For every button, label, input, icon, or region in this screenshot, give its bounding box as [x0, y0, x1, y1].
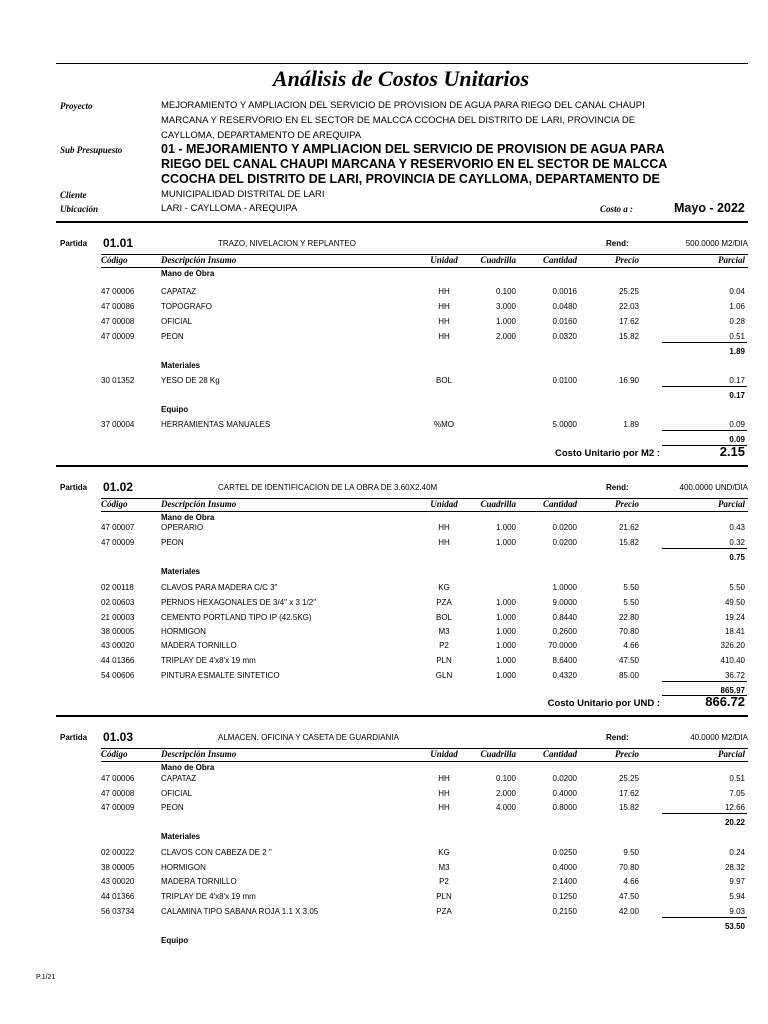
cell-prec: 5.50: [623, 598, 639, 607]
column-descripcion: Descripción Insumo: [161, 499, 237, 509]
cliente-text: MUNICIPALIDAD DISTRITAL DE LARI: [161, 189, 325, 200]
cell-desc: TOPOGRAFO: [161, 302, 212, 311]
cell-cant: 0.2600: [552, 627, 577, 636]
cell-cuad: 3.000: [495, 302, 516, 311]
column-precio: Precio: [615, 499, 639, 509]
costo-unitario-value: 866.72: [705, 694, 745, 709]
rend-label: Rend:: [606, 239, 629, 248]
table-row: [0, 332, 768, 347]
column-header-top-rule: [101, 498, 748, 499]
cell-cod: 47 00009: [101, 332, 135, 341]
costo-unitario-label: Costo Unitario por UND :: [547, 698, 660, 709]
cell-prec: 25.25: [618, 287, 639, 296]
cell-prec: 15.82: [618, 803, 639, 812]
subtotal-materiales: 865.97: [720, 686, 745, 695]
cell-und: HH: [438, 538, 450, 547]
cell-cuad: 4.000: [495, 803, 516, 812]
cell-desc: PEON: [161, 538, 184, 547]
cell-desc: PEON: [161, 803, 184, 812]
cell-cod: 38 00005: [101, 863, 135, 872]
cell-und: HH: [438, 287, 450, 296]
cell-und: HH: [438, 302, 450, 311]
cell-prec: 16.90: [618, 376, 639, 385]
column-codigo: Código: [101, 255, 128, 265]
cell-und: P2: [439, 641, 449, 650]
table-row: [0, 287, 768, 302]
costo-unitario-label: Costo Unitario por M2 :: [554, 448, 660, 459]
partida-rule: [56, 715, 748, 717]
table-row: [0, 774, 768, 789]
cell-und: M3: [438, 863, 450, 872]
table-row: [0, 538, 768, 553]
column-header-row: [0, 255, 768, 267]
group-materiales: Materiales: [161, 832, 201, 841]
cell-cuad: 1.000: [495, 523, 516, 532]
cell-cod: 02 00118: [101, 583, 134, 592]
cell-cuad: 0.100: [495, 774, 516, 783]
cell-parc: 0.43: [729, 523, 745, 532]
cell-cant: 0.1250: [552, 892, 577, 901]
column-cuadrilla: Cuadrilla: [480, 749, 516, 759]
proyecto-text: MEJORAMIENTO Y AMPLIACION DEL SERVICIO DE PROVISION DE AGUA PARA RIEGO DEL CANAL CHAUPI MARCANA Y RESERVORIO EN EL SECTOR DE MALCCA CCOCHA DEL DISTRITO DE LARI, PROVINCIA DE CAYLLOMA, DEPARTAMENTO DE AREQUIPA: [161, 100, 645, 141]
cell-und: HH: [438, 774, 450, 783]
cell-cant: 8.6400: [552, 656, 577, 665]
column-cuadrilla: Cuadrilla: [480, 499, 516, 509]
table-row: [0, 671, 768, 686]
partida-rule: [56, 465, 748, 467]
column-codigo: Código: [101, 749, 128, 759]
cell-prec: 17.62: [618, 317, 639, 326]
cell-parc: 12.66: [724, 803, 745, 812]
cell-desc: PERNOS HEXAGONALES DE 3/4" x 3 1/2": [161, 598, 317, 607]
cell-parc: 7.05: [729, 789, 745, 798]
column-header-bottom-rule: [101, 511, 748, 512]
cell-cod: 02 00022: [101, 848, 135, 857]
rend-value: 40.0000 M2/DIA: [690, 733, 748, 742]
cell-cuad: 1.000: [495, 538, 516, 547]
cell-desc: PEON: [161, 332, 184, 341]
cell-prec: 15.82: [618, 332, 639, 341]
cell-cant: 0.4000: [552, 789, 577, 798]
cell-cod: 30 01352: [101, 376, 135, 385]
cell-cod: 44 01366: [101, 892, 135, 901]
cell-desc: CEMENTO PORTLAND TIPO IP (42.5KG): [161, 613, 312, 622]
cell-und: HH: [438, 523, 450, 532]
subtotal-mano-de-obra: 1.89: [729, 347, 745, 356]
column-header-row: [0, 749, 768, 761]
table-row: [0, 317, 768, 332]
column-cantidad: Cantidad: [542, 499, 577, 509]
table-row: [0, 598, 768, 613]
subtotal-rule: [662, 813, 747, 814]
cell-cant: 9.0000: [552, 598, 577, 607]
ubicacion-text: LARI - CAYLLOMA - AREQUIPA: [161, 203, 298, 214]
cell-parc: 326.20: [720, 641, 745, 650]
cell-cod: 47 00008: [101, 789, 135, 798]
cell-cant: 0.0480: [552, 302, 577, 311]
cell-parc: 9.97: [729, 877, 745, 886]
cell-cant: 0.0100: [552, 376, 577, 385]
cell-cuad: 1.000: [495, 598, 516, 607]
subtotal-mano-de-obra: 20.22: [724, 818, 745, 827]
cell-desc: CLAVOS PARA MADERA C/C 3": [161, 583, 278, 592]
cell-und: HH: [438, 332, 450, 341]
cell-cant: 0.8000: [552, 803, 577, 812]
table-row: [0, 789, 768, 804]
cell-und: GLN: [435, 671, 453, 680]
cell-und: HH: [438, 317, 450, 326]
cell-cod: 37 00004: [101, 420, 135, 429]
subtotal-rule: [662, 681, 747, 682]
column-precio: Precio: [615, 749, 639, 759]
cell-cant: 0.2150: [552, 907, 577, 916]
cell-cant: 0.0200: [552, 538, 577, 547]
cell-und: PLN: [436, 892, 452, 901]
table-row: [0, 907, 768, 922]
rend-value: 500.0000 M2/DIA: [685, 239, 748, 248]
table-row: [0, 863, 768, 878]
partida-code: 01.02: [103, 480, 134, 494]
table-row: [0, 892, 768, 907]
cell-parc: 0.32: [729, 538, 745, 547]
column-cantidad: Cantidad: [542, 749, 577, 759]
cell-parc: 5.50: [729, 583, 745, 592]
cell-cod: 43 00020: [101, 641, 135, 650]
partida-description: CARTEL DE IDENTIFICACION DE LA OBRA DE 3.60X2.40M: [218, 483, 438, 492]
cell-prec: 25.25: [618, 774, 639, 783]
cell-parc: 49.50: [724, 598, 745, 607]
table-row: [0, 656, 768, 671]
cell-prec: 17.62: [618, 789, 639, 798]
cell-desc: CAPATAZ: [161, 287, 197, 296]
cell-cant: 1.0000: [552, 583, 577, 592]
cell-desc: HERRAMIENTAS MANUALES: [161, 420, 271, 429]
cell-parc: 0.17: [729, 376, 745, 385]
cell-cod: 47 00007: [101, 523, 135, 532]
group-equipo: Equipo: [161, 405, 189, 414]
subtotal-mano-de-obra: 0.75: [729, 553, 745, 562]
column-header-bottom-rule: [101, 267, 748, 268]
cell-und: PZA: [436, 598, 452, 607]
cell-prec: 15.82: [618, 538, 639, 547]
table-row: [0, 641, 768, 656]
group-materiales: Materiales: [161, 361, 201, 370]
partida-description: TRAZO, NIVELACION Y REPLANTEO: [218, 239, 356, 248]
cell-parc: 0.04: [729, 287, 745, 296]
cell-cuad: 1.000: [495, 656, 516, 665]
cell-cant: 0.4320: [552, 671, 577, 680]
top-rule: [56, 63, 748, 64]
column-unidad: Unidad: [430, 255, 458, 265]
cell-cuad: 1.000: [495, 627, 516, 636]
cell-desc: HORMIGON: [161, 863, 206, 872]
cell-und: PLN: [436, 656, 452, 665]
cell-und: P2: [439, 877, 449, 886]
cell-prec: 22.03: [618, 302, 639, 311]
cell-cod: 43 00020: [101, 877, 135, 886]
rend-value: 400.0000 UND/DIA: [679, 483, 748, 492]
cell-desc: OPERARIO: [161, 523, 204, 532]
cell-cant: 0.4000: [552, 863, 577, 872]
cell-parc: 0.24: [729, 848, 745, 857]
cell-desc: MADERA TORNILLO: [161, 641, 237, 650]
cell-desc: CALAMINA TIPO SABANA ROJA 1.1 X 3.05: [161, 907, 319, 916]
cell-prec: 22.80: [618, 613, 639, 622]
cell-prec: 4.66: [623, 641, 639, 650]
group-equipo: Equipo: [161, 936, 189, 945]
cell-cod: 47 00008: [101, 317, 135, 326]
costo-a-label: Costo a :: [600, 204, 634, 214]
cell-parc: 9.03: [729, 907, 745, 916]
cell-cuad: 1.000: [495, 613, 516, 622]
cell-desc: CLAVOS CON CABEZA DE 2 ": [161, 848, 272, 857]
cell-und: BOL: [435, 376, 452, 385]
rend-label: Rend:: [606, 483, 629, 492]
cell-desc: PINTURA ESMALTE SINTETICO: [161, 671, 280, 680]
partida-rule: [56, 221, 748, 223]
cell-desc: HORMIGON: [161, 627, 206, 636]
cell-parc: 0.51: [729, 332, 745, 341]
rend-label: Rend:: [606, 733, 629, 742]
ubicacion-label: Ubicación: [60, 204, 98, 214]
subtotal-rule: [662, 386, 747, 387]
column-descripcion: Descripción Insumo: [161, 255, 237, 265]
column-header-top-rule: [101, 254, 748, 255]
subtotal-rule: [662, 548, 747, 549]
costo-unitario-value: 2.15: [719, 444, 745, 459]
cell-prec: 21.62: [618, 523, 639, 532]
cell-und: KG: [438, 848, 450, 857]
subtotal-rule: [662, 917, 747, 918]
cell-cod: 47 00009: [101, 538, 135, 547]
subpresupuesto-text: 01 - MEJORAMIENTO Y AMPLIACION DEL SERVICIO DE PROVISION DE AGUA PARA RIEGO DEL CANAL CHAUPI MARCANA Y RESERVORIO EN EL SECTOR DE MALCCA CCOCHA DEL DISTRITO DE LARI, PROVINCIA DE CAYLLOMA, DEPARTAMENTO DE: [161, 142, 668, 186]
cell-parc: 1.06: [729, 302, 745, 311]
cell-parc: 5.94: [729, 892, 745, 901]
cell-und: %MO: [434, 420, 454, 429]
partida-label: Partida: [60, 483, 88, 492]
cell-cant: 0.8440: [552, 613, 577, 622]
cell-cant: 2.1400: [552, 877, 577, 886]
cell-cant: 0.0320: [552, 332, 577, 341]
cell-cuad: 1.000: [495, 317, 516, 326]
proyecto-label: Proyecto: [60, 101, 93, 111]
cell-parc: 19.24: [724, 613, 745, 622]
cell-cod: 47 00006: [101, 287, 135, 296]
subtotal-rule: [662, 342, 747, 343]
cell-cant: 0.0016: [552, 287, 577, 296]
subtotal-materiales: 53.50: [724, 922, 745, 931]
cell-parc: 0.28: [729, 317, 745, 326]
cell-cod: 02 00603: [101, 598, 135, 607]
table-row: [0, 848, 768, 863]
group-mano-de-obra: Mano de Obra: [161, 763, 215, 772]
cell-prec: 85.00: [618, 671, 639, 680]
group-mano-de-obra: Mano de Obra: [161, 513, 215, 522]
cell-cant: 0.0160: [552, 317, 577, 326]
cell-prec: 47.50: [618, 656, 639, 665]
table-row: [0, 877, 768, 892]
cell-und: PZA: [436, 907, 452, 916]
cell-cod: 47 00006: [101, 774, 135, 783]
cell-desc: TRIPLAY DE 4'x8'x 19 mm: [161, 892, 256, 901]
cell-parc: 18.41: [724, 627, 745, 636]
column-codigo: Código: [101, 499, 128, 509]
cell-und: M3: [438, 627, 450, 636]
subtotal-rule: [662, 430, 747, 431]
cell-desc: OFICIAL: [161, 789, 193, 798]
column-header-bottom-rule: [101, 761, 748, 762]
partida-label: Partida: [60, 733, 88, 742]
column-cantidad: Cantidad: [542, 255, 577, 265]
cell-cuad: 0.100: [495, 287, 516, 296]
table-row: [0, 523, 768, 538]
column-parcial: Parcial: [718, 499, 745, 509]
cell-cant: 0.0250: [552, 848, 577, 857]
partida-label: Partida: [60, 239, 88, 248]
column-header-row: [0, 499, 768, 511]
cell-prec: 1.89: [623, 420, 639, 429]
cell-prec: 5.50: [623, 583, 639, 592]
cell-desc: CAPATAZ: [161, 774, 197, 783]
cell-cod: 47 00086: [101, 302, 135, 311]
cell-parc: 0.51: [729, 774, 745, 783]
column-unidad: Unidad: [430, 499, 458, 509]
cell-cant: 5.0000: [552, 420, 577, 429]
cell-und: BOL: [435, 613, 452, 622]
cell-parc: 36.72: [724, 671, 745, 680]
cell-cod: 54 00606: [101, 671, 135, 680]
group-materiales: Materiales: [161, 567, 201, 576]
cell-desc: OFICIAL: [161, 317, 193, 326]
column-precio: Precio: [615, 255, 639, 265]
cell-parc: 410.40: [720, 656, 745, 665]
cell-prec: 42.00: [618, 907, 639, 916]
cell-cod: 38 00005: [101, 627, 135, 636]
cliente-label: Cliente: [60, 190, 87, 200]
cell-cod: 44 01366: [101, 656, 135, 665]
cell-prec: 9.50: [623, 848, 639, 857]
cell-desc: MADERA TORNILLO: [161, 877, 237, 886]
table-row: [0, 376, 768, 391]
column-unidad: Unidad: [430, 749, 458, 759]
table-row: [0, 583, 768, 598]
table-row: [0, 420, 768, 435]
table-row: [0, 302, 768, 317]
cell-und: HH: [438, 789, 450, 798]
page-number: P.1/21: [36, 974, 56, 981]
partida-description: ALMACEN. OFICINA Y CASETA DE GUARDIANIA: [218, 733, 399, 742]
subtotal-equipo: 0.09: [729, 435, 745, 444]
cell-cod: 21 00003: [101, 613, 135, 622]
cell-cuad: 1.000: [495, 641, 516, 650]
cell-parc: 0.09: [729, 420, 745, 429]
cell-cuad: 1.000: [495, 671, 516, 680]
column-header-top-rule: [101, 748, 748, 749]
table-row: [0, 613, 768, 628]
subpresupuesto-label: Sub Presupuesto: [60, 145, 123, 155]
cell-desc: TRIPLAY DE 4'x8'x 19 mm: [161, 656, 256, 665]
partida-code: 01.03: [103, 730, 134, 744]
column-parcial: Parcial: [718, 255, 745, 265]
cell-prec: 70.80: [618, 863, 639, 872]
cell-cuad: 2.000: [495, 789, 516, 798]
document-title: Análisis de Costos Unitarios: [272, 66, 530, 91]
cell-parc: 28.32: [724, 863, 745, 872]
costo-a-value: Mayo - 2022: [674, 201, 745, 215]
cell-prec: 4.66: [623, 877, 639, 886]
subtotal-materiales: 0.17: [729, 391, 745, 400]
cell-cod: 56 03734: [101, 907, 135, 916]
cell-cant: 0.0200: [552, 774, 577, 783]
cell-cant: 0.0200: [552, 523, 577, 532]
cell-und: KG: [438, 583, 450, 592]
table-row: [0, 627, 768, 642]
cell-und: HH: [438, 803, 450, 812]
cell-cod: 47 00009: [101, 803, 135, 812]
cell-desc: YESO DE 28 Kg: [161, 376, 220, 385]
cell-prec: 47.50: [618, 892, 639, 901]
partida-code: 01.01: [103, 236, 134, 250]
cell-cuad: 2.000: [495, 332, 516, 341]
cell-cant: 70.0000: [548, 641, 577, 650]
column-cuadrilla: Cuadrilla: [480, 255, 516, 265]
column-parcial: Parcial: [718, 749, 745, 759]
table-row: [0, 803, 768, 818]
group-mano-de-obra: Mano de Obra: [161, 269, 215, 278]
cell-prec: 70.80: [618, 627, 639, 636]
column-descripcion: Descripción Insumo: [161, 749, 237, 759]
